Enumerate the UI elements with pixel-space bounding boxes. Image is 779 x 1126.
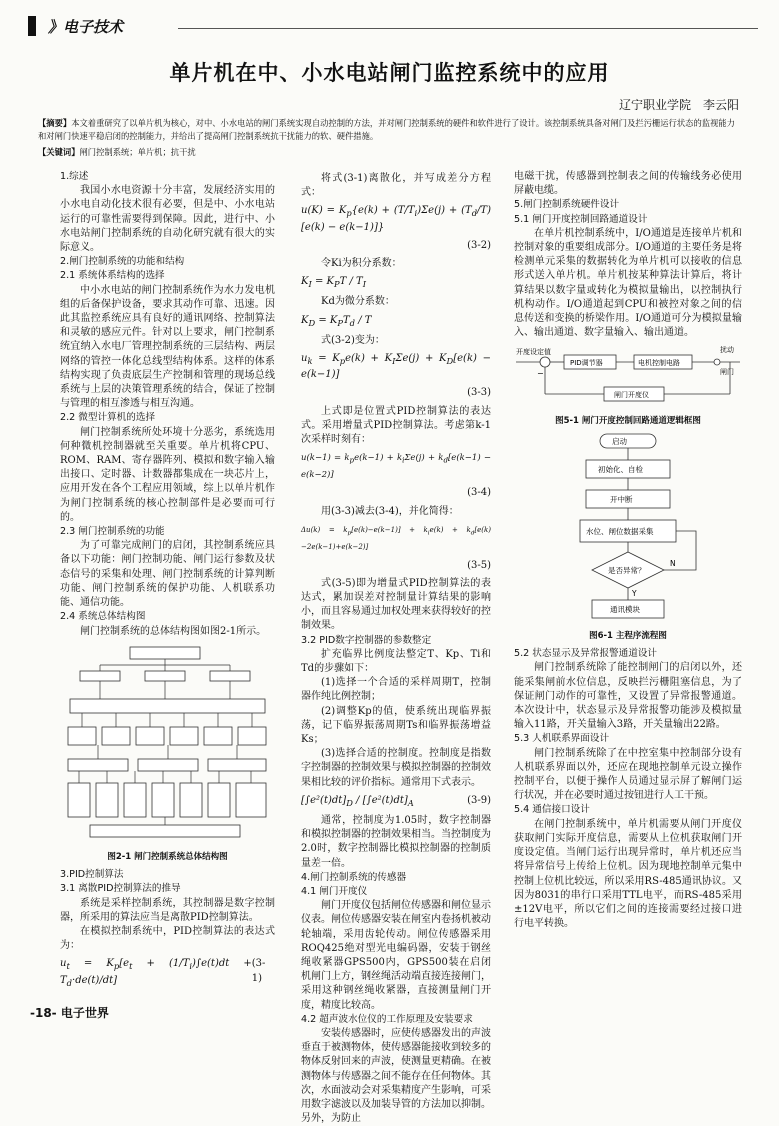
figure-caption: 图5-1 闸门开度控制回路通道逻辑框图	[555, 415, 701, 426]
heading: 1.综述	[60, 171, 89, 182]
paragraph: 在单片机控制系统中，I/O通道是连接单片机和控制对象的重要组成部分。I/O通道的主要任务是将检测单元采集的数据转化为单片机可以接收的信息形式送入单片机。单片机按某种算法计算后，将计算结果以数字量或转化为模拟量输出，以控制执行机构动作。I/O通道起到CPU和被控对象之间的信息传送和变换的桥梁作用。I/O通道可分为模拟量输入、输出通道、数字量输入、输出通道。	[514, 227, 742, 339]
subheading: 2.1 系统体系结构的选择	[60, 270, 165, 282]
column-3	[514, 170, 742, 931]
equation-3-1: $u_t = K_p[e_t + (1/T_i)\int e(t)dt + T_d\cdot de(t)/dt]$ (3-1)	[60, 958, 266, 988]
pid-label: PID调节器	[570, 359, 603, 368]
paragraph: 系统是采样控制系统，其控制器是数字控制器，所采用的算法应当是离散PID控制算法。	[60, 897, 275, 923]
equation-3-4: $u(k-1) = k_pe(k-1) + k_i\Sigma e(j) + k_d[e(k-1) - e(k-2)]$	[301, 453, 491, 481]
control-loop-diagram	[514, 344, 742, 406]
paragraph: 闸门开度仪包括闸位传感器和闸位显示仪表。闸位传感器安装在闸室内卷扬机被动轮轴端，采用齿轮传动。闸位传感器采用ROQ425绝对型光电编码器，安装于钢丝绳收紧器GPS500内，GPS500装在启闭机闸门上方，钢丝绳活动端直接连接闸门，采用这种钢丝绳收紧器，直接测量闸门开度，精度比较高。	[301, 900, 491, 1011]
abstract	[38, 117, 743, 143]
heading: 3.PID控制算法	[60, 869, 124, 881]
article-title: 单片机在中、小水电站闸门监控系统中的应用	[169, 61, 610, 85]
subheading: 3.2 PID数字控制器的参数整定	[301, 634, 432, 646]
equation-kd: $K_D = K_PT_d / T$	[301, 314, 372, 328]
figure-5-1	[514, 344, 742, 427]
heading: 5.闸门控制系统硬件设计	[514, 199, 620, 211]
equation-3-2: $u(K) = K_p\{e(k) + (T/T_i)\Sigma e(j) + (T_d/T)[e(k) - e(k-1)]\}$	[301, 205, 491, 233]
acquisition-label: 水位、闸位数据采集	[586, 526, 654, 536]
abstract-label: 【摘要】	[38, 118, 72, 128]
paragraph: 我国小水电资源十分丰富，发展经济实用的小水电自动化技术很有必要，但是中、小水电站运行的可靠性需要得到保障。因此，进行中、小水电站闸门控制系统的自动化研究就有很大的实际意义。	[60, 185, 275, 254]
decision-label: 是否异常？	[608, 565, 646, 575]
interrupt-label: 开中断	[610, 494, 633, 504]
paragraph: (1)选择一个合适的采样周期T，控制器作纯比例控制；	[301, 677, 491, 703]
no-label: N	[670, 558, 676, 568]
equation-ki: $K_I = K_PT / T_I$	[301, 276, 366, 290]
figure-caption: 图6-1 主程序流程图	[589, 631, 667, 642]
column-1	[60, 170, 275, 994]
keywords	[38, 146, 743, 158]
heading: 2.闸门控制系统的功能和结构	[60, 256, 185, 268]
keywords-text: 闸门控制系统；单片机；抗干扰	[79, 147, 196, 157]
paragraph: (3)选择合适的控制度。控制度是指数字控制器的控制效果与模拟控制器的控制效果相比较的评价指标。通常用下式表示。	[301, 748, 491, 788]
gate-label: 闸门	[720, 368, 734, 377]
header-rule	[178, 28, 758, 29]
equation-3-9: $[\int e^2(t)dt]_D / [\int e^2(t)dt]_A$ (3-9)	[301, 794, 491, 808]
sensor-label: 闸门开度仪	[614, 391, 649, 400]
subheading: 4.1 闸门开度仪	[301, 886, 368, 898]
summing-junction	[540, 357, 550, 367]
flowchart	[514, 432, 742, 622]
subheading: 2.3 闸门控制系统的功能	[60, 526, 165, 538]
header-bar	[28, 16, 36, 36]
paragraph: (2)调整Kp的值，使系统出现临界振荡，记下临界振荡周期Ts和临界振荡增益Ks；	[301, 705, 491, 745]
figure-caption: 图2-1 闸门控制系统总体结构图	[107, 851, 228, 862]
page-footer: -18- 电子世界	[30, 1006, 109, 1020]
paragraph: 电磁干扰，传感器到控制表之间的传输线务必使用屏蔽电缆。	[514, 171, 742, 197]
subheading: 3.1 离散PID控制算法的推导	[60, 883, 181, 895]
paragraph: 式(3-2)变为：	[321, 334, 385, 346]
subheading: 5.4 通信接口设计	[514, 804, 590, 816]
paragraph: Kd为微分系数：	[321, 296, 395, 308]
equation-3-3: $u_k = K_pe(k) + K_I\Sigma e(j) + K_D[e(k) - e(k-1)]$	[301, 353, 491, 381]
paragraph: 在闸门控制系统中，单片机需要从闸门开度仪获取闸门实际开度信息，需要从上位机获取闸门开度设定值。当闸门运行出现异常时，单片机还应当将异常信号上传给上位机。因为现地控制单元集中控制上位机比较远，所以采用RS-485通讯协议。又因为8031的串行口采用TTL电平，而RS-485采用±12V电平，所以它们之间的连接需要经过接口进行电平转换。	[514, 818, 742, 930]
minus-sign: −	[537, 369, 544, 379]
start-label: 启动	[612, 436, 627, 446]
paragraph: 闸门控制系统的总体结构图如图2-1所示。	[80, 625, 267, 637]
subheading: 5.1 闸门开度控制回路通道设计	[514, 213, 648, 225]
abstract-text: 本文着重研究了以单片机为核心，对中、小水电站的闸门系统实现自动控制的方法，并对闸门控制系统的硬件和软件进行了设计。该控制系统具备对闸门及拦污栅运行状态的监视能力和对闸门快速平稳启闭的控制能力，并给出了提高闸门控制系统抗干扰能力的软、硬件措施。	[38, 118, 735, 141]
subheading: 5.3 人机联系界面设计	[514, 733, 610, 745]
paragraph: 用(3-3)减去(3-4)，并化简得：	[321, 505, 459, 517]
paragraph: 闸门控制系统除了在中控室集中控制部分设有人机联系界面以外，还应在现地控制单元设立操作控制平台，以便于操作人员通过显示屏了解闸门运行状况，并在必要时通过按钮进行人工干预。	[514, 747, 742, 802]
section-label: 》电子技术	[48, 18, 124, 36]
paragraph: 中小水电站的闸门控制系统作为水力发电机组的后备保护设备，要求其动作可靠、迅速。因此其监控系统应具有良好的通讯网络、控制算法和灵敏的感应元件。针对以上要求，闸门控制系统宜纳入水电厂管理控制系统的三层结构、两层网络的管控一体化总线型结构体系。这样的体系结构实现了负责底层生产控制和管理的现场总线系统与上层的决策管理系统的结合，保证了控制与管理的相互渗透与相互沟通。	[60, 284, 275, 410]
paragraph: 闸门控制系统除了能控制闸门的启闭以外，还能采集闸前水位信息，反映拦污栅阻塞信息，为了保证闸门动作的可靠性，又设置了异常报警通道。本次设计中，状态显示及异常报警功能涉及模拟量输入11路，开关量输入3路，开关量输出22路。	[514, 662, 742, 731]
heading: 4.闸门控制系统的传感器	[301, 871, 407, 883]
paragraph: 安装传感器时，应使传感器发出的声波垂直于被测物体，使传感器能接收到较多的物体反射回来的声波，使测量更精确。在被测物体与传感器之间不能存在任何物体。其次，水面波动会对采集精度产生影响，可采用数字滤波以及加装导管的方法加以抑制。另外，为防止	[301, 1028, 491, 1125]
comm-label: 通讯模块	[610, 604, 640, 614]
disturbance-label: 扰动	[720, 346, 734, 355]
init-label: 初始化、自检	[598, 464, 643, 474]
setpoint-label: 开度设定值	[516, 348, 551, 357]
subheading: 2.4 系统总体结构图	[60, 611, 146, 623]
keywords-label: 【关键词】	[38, 147, 80, 157]
paragraph: 在模拟控制系统中，PID控制算法的表达式为：	[60, 925, 275, 952]
subheading: 5.2 状态显示及异常报警通道设计	[514, 648, 658, 660]
motor-label: 电机控制电路	[638, 359, 680, 368]
subheading: 2.2 微型计算机的选择	[60, 412, 156, 424]
subheading: 4.2 超声波水位仪的工作原理及安装要求	[301, 1013, 473, 1025]
paragraph: 扩充临界比例度法整定T、Kp、Ti和Td的步骤如下：	[301, 648, 491, 674]
author: 辽宁职业学院 李云阳	[618, 98, 739, 112]
paragraph: 式(3-5)即为增量式PID控制算法的表达式，累加误差对控制量计算结果的影响小，而且容易通过加权处理来获得较好的控制效果。	[301, 577, 491, 632]
start-node	[600, 434, 656, 448]
paragraph: 为了可靠完成闸门的启闭，其控制系统应具备以下功能：闸门控制功能、闸门运行参数及状态信号的采集和处理、闸门控制系统的计算判断功能、闸门控制系统的保护功能、人机联系功能、通信功能。	[60, 540, 275, 609]
paragraph: 令Ki为积分系数：	[321, 258, 402, 270]
page-header	[28, 14, 758, 40]
paragraph: 通常，控制度为1.05时，数字控制器和模拟控制器的控制效果相当。当控制度为2.0时，数字控制器比模拟控制器的控制质量差一倍。	[301, 815, 491, 869]
equation-3-5: $\Delta u(k) = k_p[e(k)-e(k-1)] + k_ie(k) + k_d[e(k)-2e(k-1)+e(k-2)]$	[301, 525, 492, 552]
paragraph: 上式即是位置式PID控制算法的表达式。采用增量式PID控制算法。考虑第k-1次采样时刻有：	[301, 405, 491, 446]
column-2: 将式(3-1)离散化，并写成差分方程式： $u(K) = K_p\{e(k) + (T/T_i)\Sigma e(j) + (T_d/T)[e(k) - e(k-1)]\}$ (3-2) 令Ki为积分系数： $K_I = K_PT / T_I$ Kd为微分系数： $K_D = K_PT_d / T$ 式(3-2)变为： $u_k = K_pe(k) + K_I\Sigma e(j) + K_D[e(k) - e(k-1)]$ (3-3) 上式即是位置式PID控制算法的表达式。采用增量式PID控制算法。考虑第k-1次采样时刻有： $u(k-1) = k_pe(k-1) + k_i\Sigma e(j) + k_d[e(k-1) - e(k-2)]$ (3-4) 用(3-3)减去(3-4)，并化简得： $\Delta u(k) = k_p[e(k)-e(k-1)] + k_ie(k) + k_d[e(k)-2e(k-1)+e(k-2)]$ (3-5) 式(3-5)即为增量式PID控制算法的表达式，累加误差对控制量计算结果的影响小，而且容易通过加权处理来获得较好的控制效果。 3.2 PID数字控制器的参数整定 扩充临界比例度法整定T、Kp、Ti和Td的步骤如下： (1)选择一个合适的采样周期T，控制器作纯比例控制； (2)调整Kp的值，使系统出现临界振荡，记下临界振荡周期Ts和临界振荡增益Ks； (3)选择合适的控制度。控制度是指数字控制器的控制效果与模拟控制器的控制效果相比较的评价指标。通常用下式表示。 $[\int e^2(t)dt]_D / [\int e^2(t)dt]_A$ (3-9) 通常，控制度为1.05时，数字控制器和模拟控制器的控制效果相当。当控制度为2.0时，数字控制器比模拟控制器的控制质量差一倍。 4.闸门控制系统的传感器 4.1 闸门开度仪 闸门开度仪包括闸位传感器和闸位显示仪表。闸位传感器安装在闸室内卷扬机被动轮轴端，采用齿轮传动。闸位传感器采用ROQ425绝对型光电编码器，安装于钢丝绳收紧器GPS500内，GPS500装在启闭机闸门上方，钢丝绳活动端直接连接闸门，采用这种钢丝绳收紧器，直接测量闸门开度，精度比较高。 4.2 超声波水位仪的工作原理及安装要求 安装传感器时，应使传感器发出的声波垂直于被测物体，使传感器能接收到较多的物体反射回来的声波，使测量更精确。在被测物体与传感器之间不能存在任何物体。其次，水面波动会对采集精度产生影响，可采用数字滤波以及加装导管的方法加以抑制。另外，为防止	[301, 172, 491, 1126]
figure-6-1	[514, 432, 742, 643]
figure-2-1	[60, 643, 275, 864]
structure-diagram	[60, 643, 275, 843]
yes-label: Y	[632, 588, 637, 598]
paragraph: 将式(3-1)离散化，并写成差分方程式：	[301, 173, 491, 199]
paragraph: 闸门控制系统所处环境十分恶劣，系统选用何种微机控制器就至关重要。单片机将CPU、ROM、RAM、寄存器阵列、模拟和数字输入输出接口、定时器、计数器都集成在一块芯片上，应用开发在各个工程应用领域，综上以单片机作为闸门控制系统的核心控制部件是必要而可行的。	[60, 426, 275, 523]
